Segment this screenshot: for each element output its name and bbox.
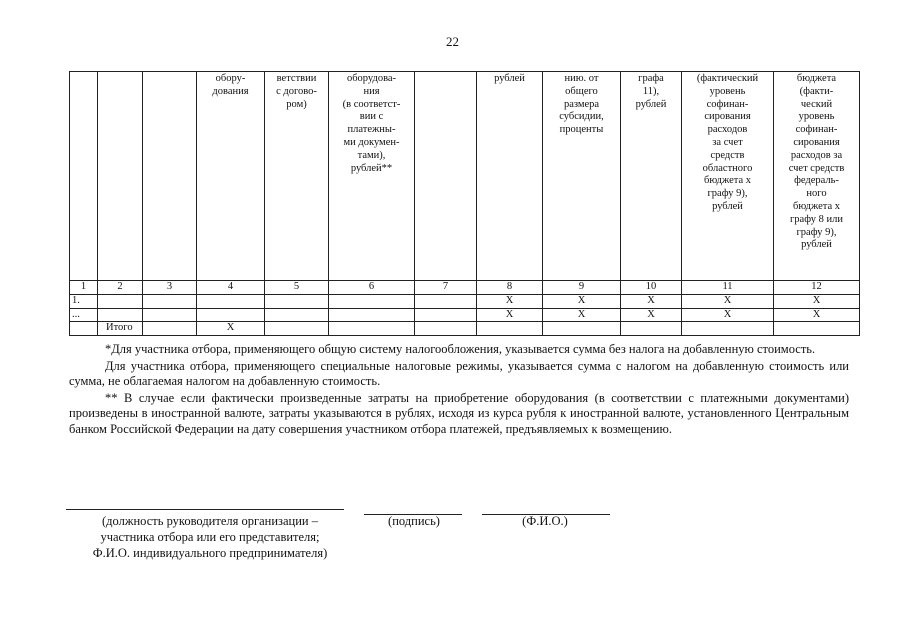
signature-caption: (подпись) (388, 514, 440, 528)
table-cell: X (621, 308, 682, 322)
table-header-row (70, 72, 860, 281)
column-number-row (70, 281, 860, 295)
column-number: 7 (415, 281, 477, 295)
table-row (70, 308, 860, 322)
role-signature-line (66, 509, 344, 510)
table-cell: X (621, 294, 682, 308)
table-cell (774, 322, 860, 336)
page-number: 22 (446, 34, 459, 49)
table-cell: X (774, 308, 860, 322)
total-row (70, 322, 860, 336)
subsidy-table (69, 71, 860, 336)
column-number: 4 (197, 281, 265, 295)
table-cell (415, 308, 477, 322)
table-cell (477, 322, 543, 336)
header-cell: нию. от общего размера субсидии, проценты (543, 72, 621, 281)
table-cell (415, 294, 477, 308)
header-cell (70, 72, 98, 281)
header-cell: (фактический уровень софинан- сирования расходов за счет средств областного бюджета х графу 9), рублей (682, 72, 774, 281)
header-cell (415, 72, 477, 281)
table-cell: 1. (70, 294, 98, 308)
table-cell (143, 294, 197, 308)
table-cell (415, 322, 477, 336)
table-cell (329, 308, 415, 322)
table-cell: X (543, 308, 621, 322)
header-cell: рублей (477, 72, 543, 281)
header-cell (143, 72, 197, 281)
table-cell: X (477, 294, 543, 308)
table-cell (98, 308, 143, 322)
footnotes (69, 342, 849, 438)
footnote-vat-special: Для участника отбора, применяющего специальные налоговые режимы, указывается сумма с налогом на добавленную стоимость или сумма, не облагаемая налогом на добавленную стоимость. (69, 358, 849, 388)
table-cell: X (682, 294, 774, 308)
table-cell (621, 322, 682, 336)
column-number: 5 (265, 281, 329, 295)
table-row (70, 294, 860, 308)
table-cell: X (774, 294, 860, 308)
column-number: 3 (143, 281, 197, 295)
table-cell: X (682, 308, 774, 322)
column-number: 11 (682, 281, 774, 295)
table-cell (329, 322, 415, 336)
table-cell (265, 294, 329, 308)
footnote-foreign-currency: ** В случае если фактически произведенные затраты на приобретение оборудования (в соответствии с платежными документами) произведены в иностранной валюте, затраты указываются в рублях, исходя из курса рубля к иностранной валюте, установленного Центральным банком Российской Федерации на дату совершения участником отбора платежей, предъявляемых к возмещению. (69, 390, 849, 436)
signature-role-caption: (должность руководителя организации – участника отбора или его представителя; Ф.И.О. индивидуального предпринимателя) (92, 514, 328, 560)
column-number: 8 (477, 281, 543, 295)
column-number: 10 (621, 281, 682, 295)
header-cell (98, 72, 143, 281)
column-number: 6 (329, 281, 415, 295)
header-cell: бюджета (факти- ческий уровень софинан- сирования расходов за счет средств федераль- ного бюджета х графу 8 или графу 9), рублей (774, 72, 860, 281)
table-cell (197, 308, 265, 322)
column-number: 2 (98, 281, 143, 295)
table-cell (143, 308, 197, 322)
table-cell (143, 322, 197, 336)
table-cell: X (197, 322, 265, 336)
table-cell (265, 322, 329, 336)
column-number: 12 (774, 281, 860, 295)
table-cell: ... (70, 308, 98, 322)
table-cell (682, 322, 774, 336)
table-cell: X (477, 308, 543, 322)
total-label: Итого (98, 322, 143, 336)
header-cell: ветствии с догово- ром) (265, 72, 329, 281)
table-cell (70, 322, 98, 336)
column-number: 9 (543, 281, 621, 295)
table-cell (98, 294, 143, 308)
table-cell (543, 322, 621, 336)
header-cell: графа 11), рублей (621, 72, 682, 281)
header-cell: оборудова- ния (в соответст- вии с платежны- ми докумен- тами), рублей** (329, 72, 415, 281)
table-cell: X (543, 294, 621, 308)
footnote-vat-general: *Для участника отбора, применяющего общую систему налогообложения, указывается сумма без налога на добавленную стоимость. (105, 342, 816, 356)
table-cell (265, 308, 329, 322)
column-number: 1 (70, 281, 98, 295)
table-cell (197, 294, 265, 308)
header-cell: обору- дования (197, 72, 265, 281)
table-cell (329, 294, 415, 308)
full-name-caption: (Ф.И.О.) (522, 514, 568, 528)
